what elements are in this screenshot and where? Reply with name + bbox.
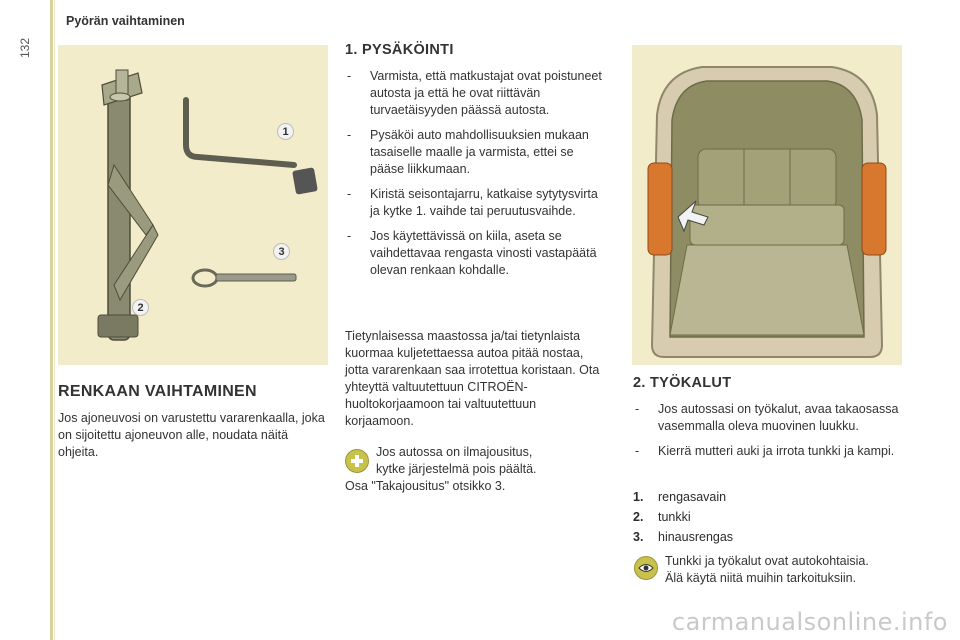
margin-bar [50,0,53,640]
jack-drawing [98,70,158,340]
list-item: 3. hinausrengas [633,530,734,544]
eye-badge [634,556,658,580]
list-item: - Jos autossasi on työkalut, avaa takaosassa vasemmalla oleva muovinen luukku. [635,402,899,433]
list-item: - Kiristä seisontajarru, katkaise sytytysvirta ja kytke 1. vaihde tai peruutusvaihde. [347,187,598,218]
eye-icon [638,562,654,574]
list-item: - Jos käytettävissä on kiila, aseta se vaihdettavaa rengasta vinosti vastapäätä olevan renkaan kohdalle. [347,229,597,277]
left-title: RENKAAN VAIHTAMINEN [58,383,257,400]
page-number: 132 [18,37,32,58]
note-line-3: Osa "Takajousitus" otsikko 3. [345,479,506,493]
parking-list [345,68,610,287]
plus-badge [345,449,369,473]
wrench-drawing [186,100,318,195]
note-line-2: kytke järjestelmä pois päältä. [376,462,537,476]
note-line-1: Jos autossa on ilmajousitus, [376,445,533,459]
tools-numbered-list [633,489,733,549]
tools-illustration [58,45,328,365]
margin-bar-thin [54,0,55,640]
list-item: 1. rengasavain [633,490,727,504]
list-item: 2. tunkki [633,510,691,524]
plus-icon [350,454,364,468]
list-item: - Pysäköi auto mahdollisuuksien mukaan tasaiselle maalle ja varmista, ettei se pääse liikkumaan. [347,128,589,176]
car-rear-illustration [632,45,902,365]
list-item: - Kierrä mutteri auki ja irrota tunkki ja kampi. [635,444,895,458]
parking-title: 1. PYSÄKÖINTI [345,42,454,58]
tools-list [633,401,908,468]
car-rear-drawing [632,45,902,365]
tools-drawing [58,45,328,365]
eye-note-line-2: Älä käytä niitä muihin tarkoituksiin. [665,571,857,585]
watermark: carmanualsonline.info [671,608,948,636]
callout-2: 2 [132,299,149,316]
eye-note-line-1: Tunkki ja työkalut ovat autokohtaisia. [665,554,869,568]
lifting-paragraph: Tietynlaisessa maastossa ja/tai tietynlaista kuormaa kuljetettaessa autoa pitää nostaa, jotta vararenkaan saa irrotettua koristaan. Ota yhteyttä valtuutettuun CITROËN-huoltokorjaamoon tai valtuutettuun korjaamoon. [345,329,600,428]
tools-title: 2. TYÖKALUT [633,375,732,391]
tow-eye-drawing [193,270,296,286]
section-title: Pyörän vaihtaminen [66,14,185,28]
left-intro: Jos ajoneuvosi on varustettu vararenkaalla, joka on sijoitettu ajoneuvon alle, noudata näitä ohjeita. [58,411,325,459]
callout-1: 1 [277,123,294,140]
callout-3: 3 [273,243,290,260]
list-item: - Varmista, että matkustajat ovat poistuneet autosta ja että he ovat riittävän turvaetäisyyden päässä autosta. [347,69,602,117]
